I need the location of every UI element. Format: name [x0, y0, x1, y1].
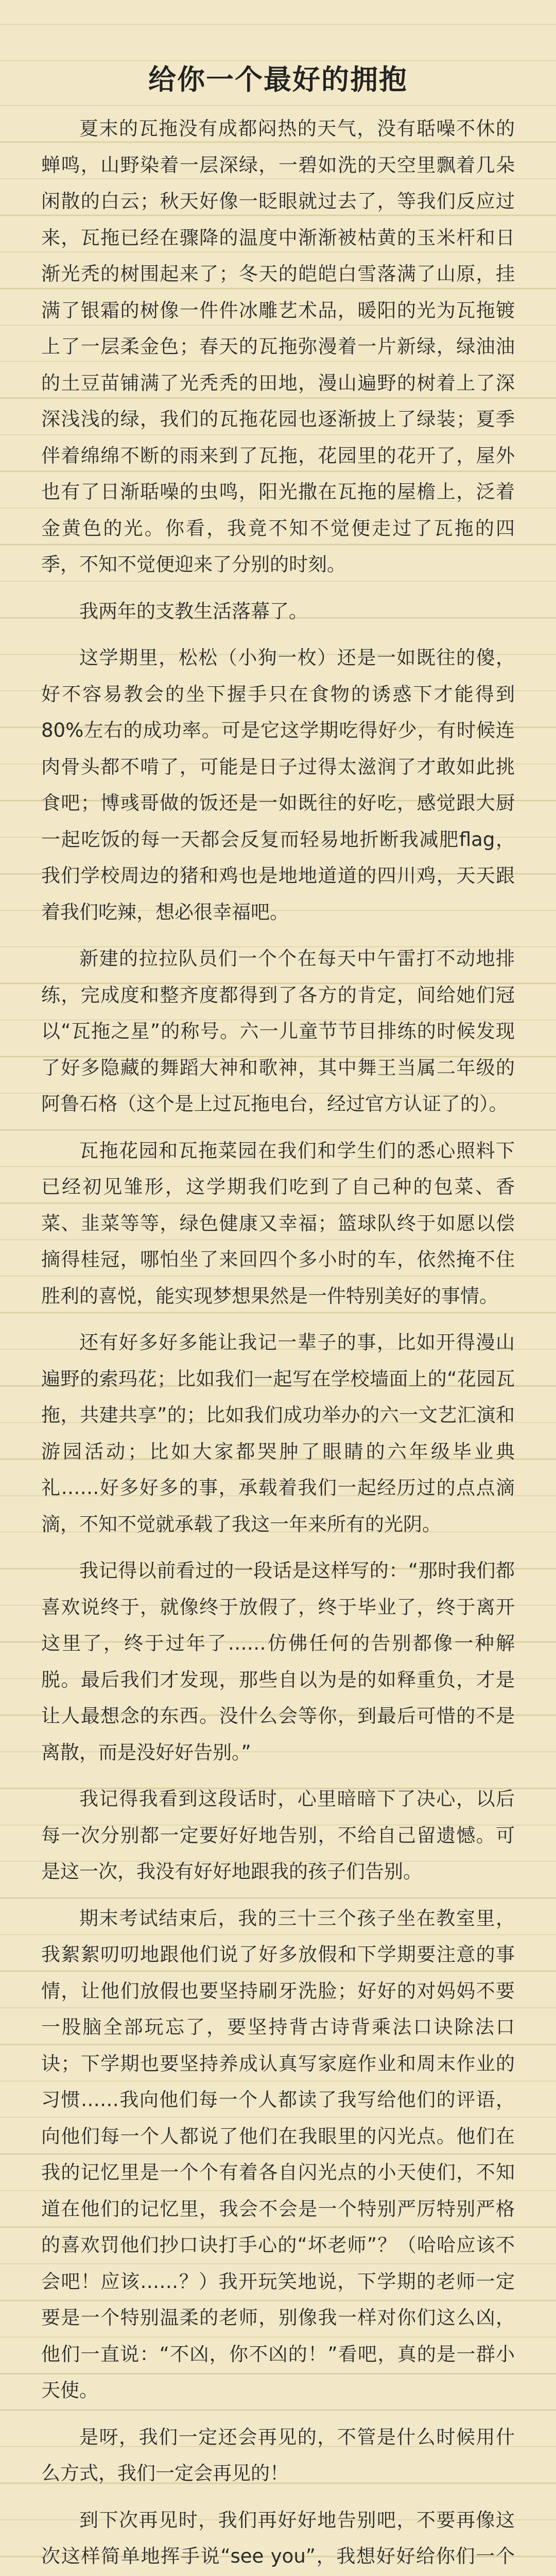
note-paragraph: 新建的拉拉队员们一个个在每天中午雷打不动地排练，完成度和整齐度都得到了各方的肯定，间给她们冠以“瓦拖之星”的称号。六一儿童节节目排练的时候发现了好多隐藏的舞蹈大神和歌神，其中舞王当属二年级的阿鲁石格（这个是上过瓦拖电台，经过官方认证了的）。	[41, 947, 515, 1115]
note-paragraph: 这学期里，松松（小狗一枚）还是一如既往的傻，好不容易教会的坐下握手只在食物的诱惑下才能得到80%左右的成功率。可是它这学期吃得好少，有时候连肉骨头都不啃了，可能是日子过得太滋润了才敢如此挑食吧；博彧哥做的饭还是一如既往的好吃，感觉跟大厨一起吃饭的每一天都会反复而轻易地折断我减肥flag，我们学校周边的猪和鸡也是地地道道的四川鸡，天天跟着我们吃辣，想必很幸福吧。	[41, 647, 515, 923]
note-paragraph: 瓦拖花园和瓦拖菜园在我们和学生们的悉心照料下已经初见雏形，这学期我们吃到了自己种的包菜、香菜、韭菜等等，绿色健康又幸福；篮球队终于如愿以偿摘得桂冠，哪怕坐了来回四个多小时的车，依然掩不住胜利的喜悦，能实现梦想果然是一件特别美好的事情。	[41, 1139, 515, 1307]
note-paragraph: 我记得以前看过的一段话是这样写的：“那时我们都喜欢说终于，就像终于放假了，终于毕业了，终于离开这里了，终于过年了……仿佛任何的告别都像一种解脱。最后我们才发现，那些自以为是的如释重负，才是让人最想念的东西。没什么会等你，到最后可惜的不是离散，而是没好好告别。”	[41, 1560, 515, 1764]
note-body	[41, 111, 515, 2576]
note-paragraph: 到下次再见时，我们再好好地告别吧，不要再像这次这样简单地挥手说“see you”，我想好好给你们一个	[41, 2509, 515, 2567]
note-paragraph: 我记得我看到这段话时，心里暗暗下了决心，以后每一次分别都一定要好好地告别，不给自己留遗憾。可是这一次，我没有好好地跟我的孩子们告别。	[41, 1788, 515, 1883]
note-paragraph: 我两年的支教生活落幕了。	[79, 600, 308, 622]
note-paragraph: 还有好多好多能让我记一辈子的事，比如开得漫山遍野的索玛花；比如我们一起写在学校墙面上的“花园瓦拖，共建共享”的；比如我们成功举办的六一文艺汇演和游园活动；比如大家都哭肿了眼睛的六年级毕业典礼……好多好多的事，承载着我们一起经历过的点点滴滴，不知不觉就承载了我这一年来所有的光阴。	[41, 1331, 515, 1535]
note-paragraph: 期末考试结束后，我的三十三个孩子坐在教室里，我絮絮叨叨地跟他们说了好多放假和下学期要注意的事情，让他们放假也要坚持刷牙洗脸；好好的对妈妈不要一股脑全部玩忘了，要坚持背古诗背乘法口诀除法口诀；下学期也要坚持养成认真写家庭作业和周末作业的习惯……我向他们每一个人都读了我写给他们的评语，向他们每一个人都说了他们在我眼里的闪光点。他们在我的记忆里是一个个有着各自闪光点的小天使们，不知道在他们的记忆里，我会不会是一个特别严厉特别严格的喜欢罚他们抄口诀打手心的“坏老师”？（哈哈应该不会吧！应该……？）我开玩笑地说，下学期的老师一定要是一个特别温柔的老师，别像我一样对你们这么凶，他们一直说：“不凶，你不凶的！”看吧，真的是一群小天使。	[41, 1907, 515, 2401]
note-title: 给你一个最好的拥抱	[148, 63, 408, 96]
note-paragraph: 夏末的瓦拖没有成都闷热的天气，没有聒噪不休的蝉鸣，山野染着一层深绿，一碧如洗的天空里飘着几朵闲散的白云；秋天好像一眨眼就过去了，等我们反应过来，瓦拖已经在骤降的温度中渐渐被枯黄的玉米杆和日渐光秃的树围起来了；冬天的皑皑白雪落满了山原，挂 满了银霜的树像一件件冰雕艺术品，暖阳的光为瓦拖镀上了一层柔金色；春天的瓦拖弥漫着一片新绿，绿油油的土豆苗铺满了光秃秃的田地，漫山遍野的树着上了深深浅浅的绿，我们的瓦拖花园也逐渐披上了绿装；夏季伴着绵绵不断的雨来到了瓦拖，花园里的花开了，屋外也有了日渐聒噪的虫鸣，阳光撒在瓦拖的屋檐上，泛着金黄色的光。你看，我竟不知不觉便走过了瓦拖的四季，不知不觉便迎来了分别的时刻。	[41, 117, 515, 575]
note-paragraph: 是呀，我们一定还会再见的，不管是什么时候用什么方式，我们一定会再见的！	[41, 2426, 515, 2484]
